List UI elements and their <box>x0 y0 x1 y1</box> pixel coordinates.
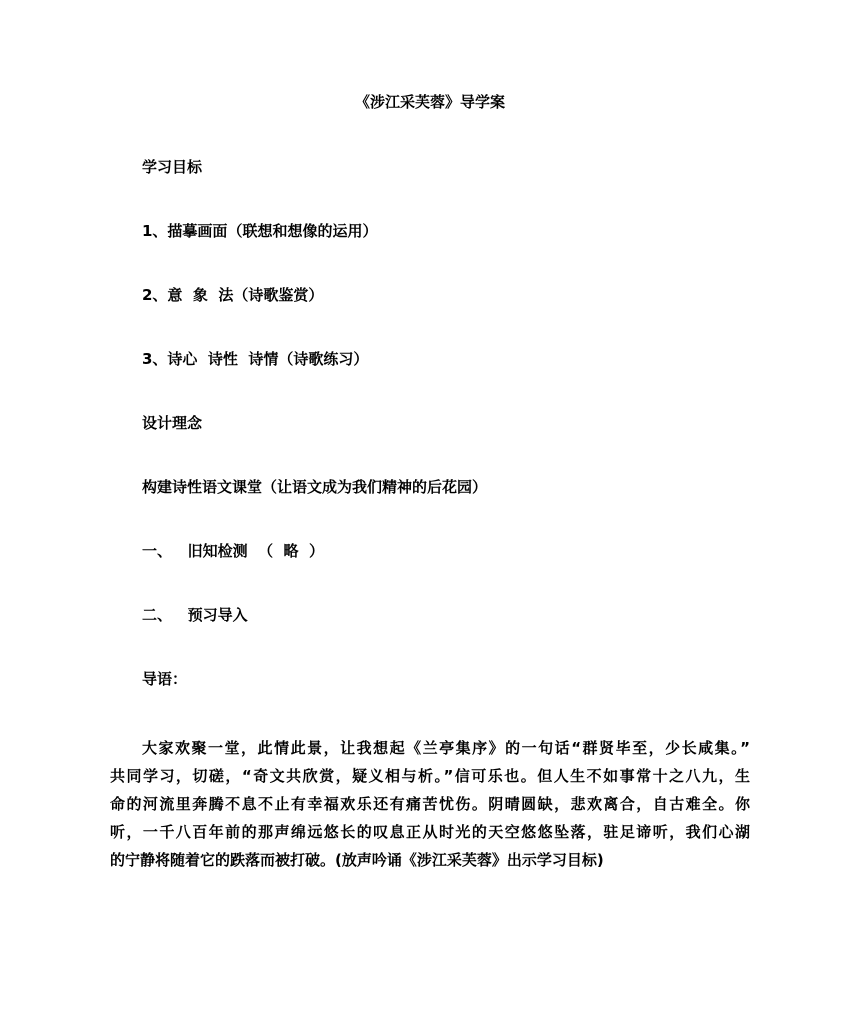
intro-paragraph-line: 共同学习，切磋，“奇文共欣赏，疑义相与析。”信可乐也。但人生不如事常十之八九，生 <box>110 767 750 785</box>
intro-paragraph-line: 命的河流里奔腾不息不止有幸福欢乐还有痛苦忧伤。阴晴圆缺，悲欢离合，自古难全。你 <box>110 795 750 813</box>
page-title: 《涉江采芙蓉》导学案 <box>354 93 505 111</box>
objective-item-1: 1、描摹画面（联想和想像的运用） <box>142 222 378 240</box>
objective-item-2: 2、意 象 法（诗歌鉴赏） <box>142 286 324 304</box>
intro-paragraph-line: 的宁静将随着它的跌落而被打破。(放声吟诵《涉江采芙蓉》出示学习目标) <box>110 851 604 869</box>
intro-paragraph <box>110 734 750 874</box>
concept-heading: 设计理念 <box>142 414 203 432</box>
section-heading-review: 一、 旧知检测 （ 略 ） <box>142 542 325 560</box>
section-heading-preview: 二、 预习导入 <box>142 606 248 624</box>
objective-item-3: 3、诗心 诗性 诗情（诗歌练习） <box>142 350 369 368</box>
intro-paragraph-line: 大家欢聚一堂，此情此景，让我想起《兰亭集序》的一句话“群贤毕至，少长咸集。” <box>142 739 750 757</box>
objectives-heading: 学习目标 <box>142 158 203 176</box>
intro-paragraph-line: 听，一千八百年前的那声绵远悠长的叹息正从时光的天空悠悠坠落，驻足谛听，我们心湖 <box>110 823 750 841</box>
intro-label: 导语： <box>142 670 188 688</box>
concept-text: 构建诗性语文课堂（让语文成为我们精神的后花园） <box>142 478 488 496</box>
